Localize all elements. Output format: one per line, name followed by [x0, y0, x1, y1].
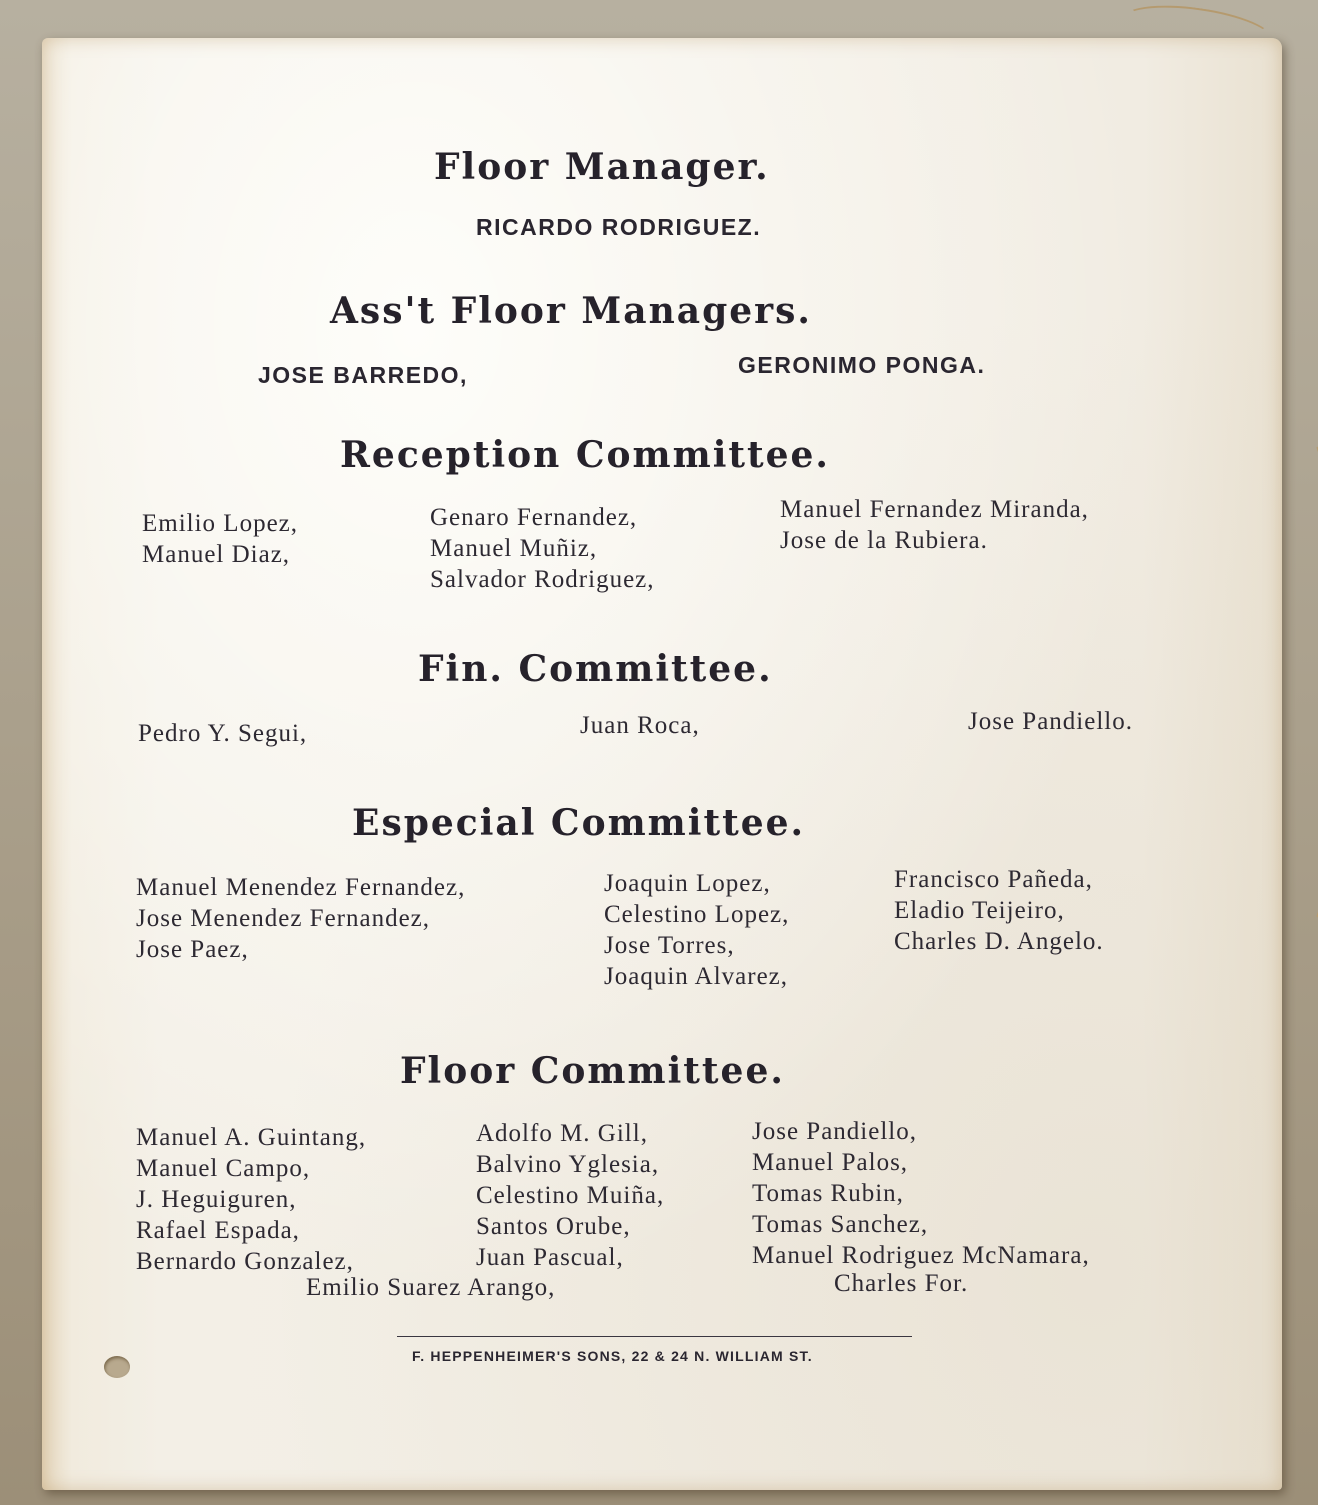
committee-member: Francisco Pañeda,: [894, 866, 1093, 893]
committee-member: Santos Orube,: [476, 1213, 631, 1240]
floor-committee-column-2: [476, 1118, 664, 1273]
committee-member: Juan Pascual,: [476, 1244, 624, 1271]
committee-member: Manuel Fernandez Miranda,: [780, 496, 1089, 523]
especial-column-2: [604, 868, 789, 992]
committee-member: Adolfo M. Gill,: [476, 1120, 648, 1147]
committee-member: Salvador Rodriguez,: [430, 566, 655, 593]
committee-member: Balvino Yglesia,: [476, 1151, 660, 1178]
committee-member: Manuel Diaz,: [142, 541, 291, 568]
especial-committee-heading: Especial Committee.: [352, 802, 806, 844]
floor-committee-column-1: [136, 1122, 366, 1277]
reception-column-3: [780, 494, 1089, 556]
program-page: [42, 38, 1282, 1490]
committee-member: Emilio Suarez Arango,: [306, 1274, 556, 1301]
committee-member: Manuel Rodriguez McNamara,: [752, 1242, 1090, 1269]
floor-manager-name: RICARDO RODRIGUEZ.: [476, 214, 762, 240]
committee-member: Manuel Menendez Fernandez,: [136, 874, 466, 901]
committee-member: Eladio Teijeiro,: [894, 897, 1065, 924]
reception-column-2: [430, 502, 655, 595]
committee-member: Jose de la Rubiera.: [780, 527, 988, 554]
committee-member: Jose Pandiello,: [752, 1118, 917, 1145]
committee-member: Tomas Sanchez,: [752, 1211, 929, 1238]
committee-member: Charles D. Angelo.: [894, 928, 1104, 955]
asst-floor-manager-name: JOSE BARREDO,: [258, 362, 468, 388]
committee-member: Celestino Muiña,: [476, 1182, 665, 1209]
committee-member: Manuel Palos,: [752, 1149, 909, 1176]
committee-member: Manuel Campo,: [136, 1155, 311, 1182]
fin-committee-heading: Fin. Committee.: [418, 648, 773, 690]
especial-column-1: [136, 872, 465, 965]
printer-imprint: F. HEPPENHEIMER'S SONS, 22 & 24 N. WILLIAM ST.: [412, 1348, 813, 1364]
committee-member: Jose Torres,: [604, 932, 735, 959]
committee-member: Juan Roca,: [580, 712, 700, 739]
committee-member: Rafael Espada,: [136, 1217, 300, 1244]
reception-committee-heading: Reception Committee.: [340, 434, 830, 476]
committee-member: Manuel A. Guintang,: [136, 1124, 367, 1151]
floor-manager-heading: Floor Manager.: [434, 146, 770, 188]
committee-member: Genaro Fernandez,: [430, 504, 638, 531]
committee-member: Charles For.: [834, 1270, 969, 1297]
committee-member: Celestino Lopez,: [604, 901, 790, 928]
reception-column-1: [142, 508, 298, 570]
committee-member: Joaquin Alvarez,: [604, 963, 789, 990]
committee-member: Pedro Y. Segui,: [138, 720, 308, 747]
punch-hole: [104, 1356, 130, 1378]
committee-member: Jose Menendez Fernandez,: [136, 905, 431, 932]
committee-member: Joaquin Lopez,: [604, 870, 771, 897]
committee-member: J. Heguiguren,: [136, 1186, 297, 1213]
floor-committee-column-3: [752, 1116, 1090, 1271]
imprint-rule: [397, 1336, 912, 1337]
committee-member: Jose Paez,: [136, 936, 249, 963]
committee-member: Emilio Lopez,: [142, 510, 299, 537]
asst-floor-manager-name: GERONIMO PONGA.: [738, 352, 986, 378]
committee-member: Manuel Muñiz,: [430, 535, 598, 562]
committee-member: Tomas Rubin,: [752, 1180, 904, 1207]
committee-member: Bernardo Gonzalez,: [136, 1248, 354, 1275]
asst-floor-managers-heading: Ass't Floor Managers.: [330, 290, 812, 332]
committee-member: Jose Pandiello.: [968, 708, 1133, 735]
floor-committee-heading: Floor Committee.: [400, 1050, 785, 1092]
especial-column-3: [894, 864, 1104, 957]
